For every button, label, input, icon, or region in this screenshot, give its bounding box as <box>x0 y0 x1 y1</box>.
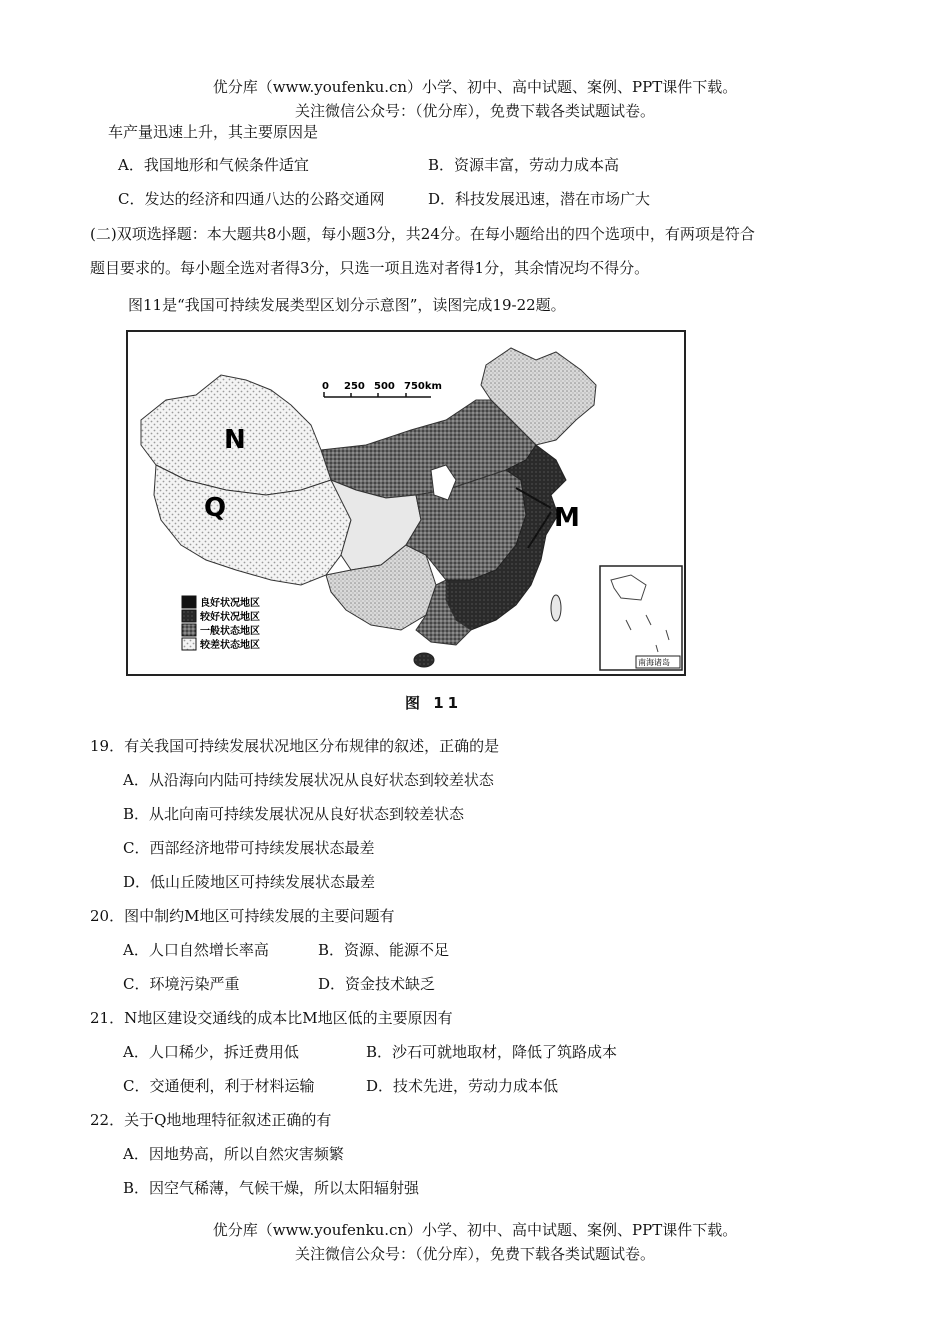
legend-swatch-poor <box>182 638 196 650</box>
legend-label-fair: 较好状况地区 <box>200 612 260 623</box>
question-19-option-d: D．低山丘陵地区可持续发展状态最差 <box>123 873 376 891</box>
question-21-stem: 21．N地区建设交通线的成本比M地区低的主要原因有 <box>90 1009 453 1027</box>
question-19-option-c: C．西部经济地带可持续发展状态最差 <box>123 839 375 857</box>
hainan-island <box>414 653 434 667</box>
prev-option-c: C．发达的经济和四通八达的公路交通网 <box>118 190 385 208</box>
inset-label: 南海诸岛 <box>638 658 670 667</box>
china-map <box>126 330 686 676</box>
prev-option-d: D．科技发展迅速，潜在市场广大 <box>428 190 651 208</box>
map-label-q: Q <box>204 493 227 523</box>
question-20-option-b: B．资源、能源不足 <box>318 941 450 959</box>
question-21-option-b: B．沙石可就地取材，降低了筑路成本 <box>366 1043 618 1061</box>
question-21-option-a: A．人口稀少，拆迁费用低 <box>123 1043 299 1061</box>
prev-option-a: A．我国地形和气候条件适宜 <box>118 156 309 174</box>
legend-swatch-average <box>182 624 196 636</box>
question-20-option-d: D．资金技术缺乏 <box>318 975 436 993</box>
prev-question-stem: 车产量迅速上升，其主要原因是 <box>108 123 319 141</box>
question-20-option-c: C．环境污染严重 <box>123 975 240 993</box>
taiwan-island <box>551 595 561 621</box>
question-22-option-a: A．因地势高，所以自然灾害频繁 <box>123 1145 344 1163</box>
legend-label-poor: 较差状态地区 <box>200 640 260 651</box>
scale-label-750km: 750km <box>404 381 442 392</box>
question-21-option-c: C．交通便利，利于材料运输 <box>123 1077 315 1095</box>
legend-label-good: 良好状况地区 <box>200 598 260 609</box>
question-22-stem: 22．关于Q地地理特征叙述正确的有 <box>90 1111 332 1129</box>
section-instruction-2: 题目要求的。每小题全选对者得3分，只选一项且选对者得1分，其余情况均不得分。 <box>90 259 650 277</box>
scale-label-0: 0 <box>322 381 329 392</box>
footer-line-2: 关注微信公众号：（优分库），免费下载各类试题试卷。 <box>294 1245 655 1263</box>
legend-swatch-fair <box>182 610 196 622</box>
legend-label-average: 一般状态地区 <box>200 626 260 637</box>
legend-swatch-good <box>182 596 196 608</box>
question-19-stem: 19．有关我国可持续发展状况地区分布规律的叙述，正确的是 <box>90 737 500 755</box>
prev-option-b: B．资源丰富，劳动力成本高 <box>428 156 620 174</box>
question-21-option-d: D．技术先进，劳动力成本低 <box>366 1077 559 1095</box>
question-20-stem: 20．图中制约M地区可持续发展的主要问题有 <box>90 907 395 925</box>
map-label-n: N <box>224 425 246 455</box>
question-22-option-b: B．因空气稀薄，气候干燥，所以太阳辐射强 <box>123 1179 420 1197</box>
figure-intro: 图11是“我国可持续发展类型区划分示意图”，读图完成19-22题。 <box>128 296 566 314</box>
header-line-2: 关注微信公众号：（优分库），免费下载各类试题试卷。 <box>294 102 655 120</box>
china-map-figure <box>126 330 686 676</box>
header-line-1: 优分库（www.youfenku.cn）小学、初中、高中试题、案例、PPT课件下载。 <box>212 78 738 96</box>
figure-caption: 图 11 <box>405 694 463 712</box>
question-19-option-b: B．从北向南可持续发展状况从良好状态到较差状态 <box>123 805 465 823</box>
scale-label-500: 500 <box>374 381 395 392</box>
section-instruction-1: (二)双项选择题：本大题共8小题，每小题3分，共24分。在每小题给出的四个选项中，有两项是符合 <box>90 225 755 243</box>
scale-label-250: 250 <box>344 381 365 392</box>
question-19-option-a: A．从沿海向内陆可持续发展状况从良好状态到较差状态 <box>123 771 494 789</box>
map-label-m: M <box>554 503 580 533</box>
question-20-option-a: A．人口自然增长率高 <box>123 941 269 959</box>
footer-line-1: 优分库（www.youfenku.cn）小学、初中、高中试题、案例、PPT课件下载。 <box>212 1221 738 1239</box>
